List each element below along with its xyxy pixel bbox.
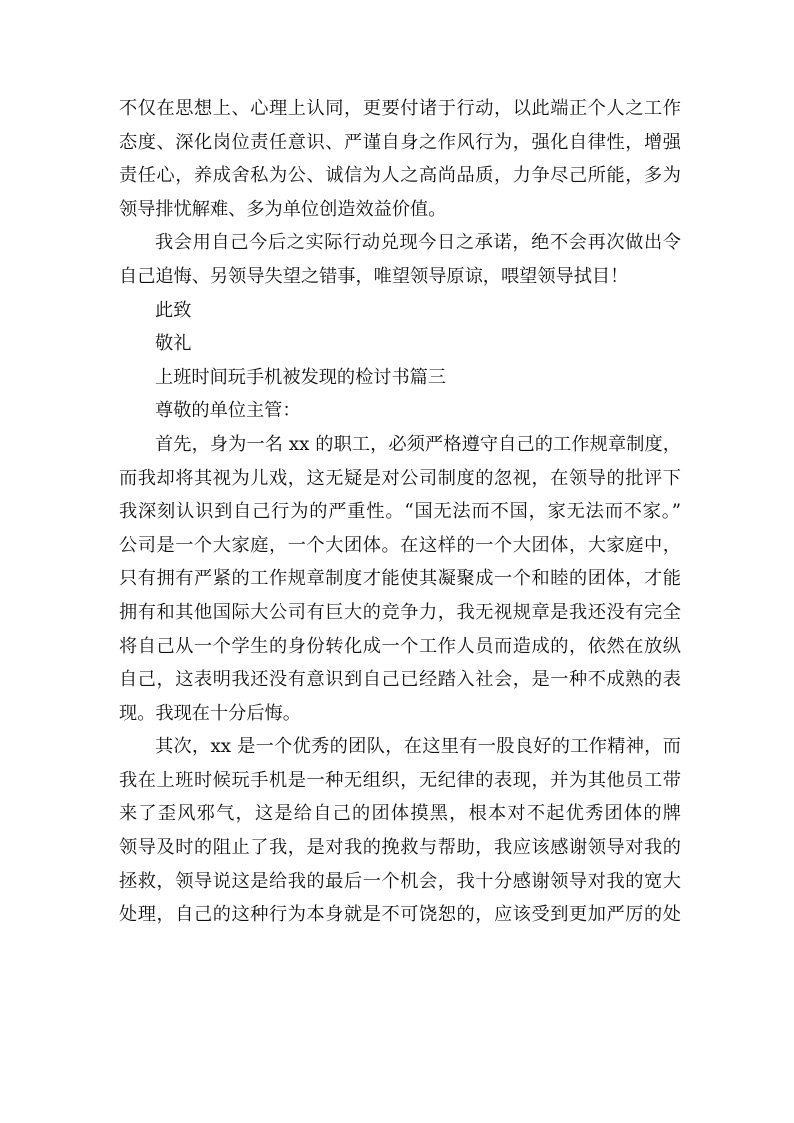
text-line: 而我却将其视为儿戏，这无疑是对公司制度的忽视，在领导的批评下 [119, 467, 681, 489]
text-line: 拯救，领导说这是给我的最后一个机会，我十分感谢领导对我的宽大 [119, 870, 681, 892]
closing-salutation: 此致 [155, 299, 192, 321]
text-line: 我深刻认识到自己行为的严重性。“国无法而不国，家无法而不家。” [119, 501, 681, 523]
section-title: 上班时间玩手机被发现的检讨书篇三 [155, 366, 447, 388]
text-line: 只有拥有严紧的工作规章制度才能使其凝聚成一个和睦的团体，才能 [119, 568, 681, 590]
text-line: 拥有和其他国际大公司有巨大的竞争力，我无视规章是我还没有完全 [119, 601, 681, 623]
text-line: 其次，xx 是一个优秀的团队，在这里有一股良好的工作精神，而 [155, 736, 681, 758]
text-line: 我在上班时候玩手机是一种无组织，无纪律的表现，并为其他员工带 [119, 769, 681, 791]
text-line: 处理，自己的这种行为本身就是不可饶恕的，应该受到更加严厉的处 [119, 904, 681, 926]
text-line: 责任心，养成舍私为公、诚信为人之高尚品质，力争尽己所能，多为 [119, 165, 681, 187]
text-line: 领导及时的阻止了我，是对我的挽救与帮助，我应该感谢领导对我的 [119, 837, 681, 859]
document-body [119, 92, 681, 932]
text-line: 公司是一个大家庭，一个大团体。在这样的一个大团体，大家庭中， [119, 534, 681, 556]
text-line: 自己追悔、另领导失望之错事，唯望领导原谅，喂望领导拭目！ [119, 265, 629, 287]
text-line: 领导排忧解难、多为单位创造效益价值。 [119, 198, 447, 220]
text-line: 来了歪风邪气，这是给自己的团体摸黑，根本对不起优秀团体的牌 [119, 803, 681, 825]
closing-regards: 敬礼 [155, 333, 192, 355]
text-line: 我会用自己今后之实际行动兑现今日之承诺，绝不会再次做出令 [155, 232, 681, 254]
text-line: 首先，身为一名 xx 的职工，必须严格遵守自己的工作规章制度， [155, 433, 681, 455]
text-line: 将自己从一个学生的身份转化成一个工作人员而造成的，依然在放纵 [119, 635, 681, 657]
text-line: 不仅在思想上、心理上认同，更要付诸于行动，以此端正个人之工作 [119, 98, 681, 119]
text-line: 自己，这表明我还没有意识到自己已经踏入社会，是一种不成熟的表 [119, 669, 681, 691]
text-line: 现。我现在十分后悔。 [119, 702, 301, 724]
text-line: 态度、深化岗位责任意识、严谨自身之作风行为，强化自律性，增强 [119, 131, 681, 153]
greeting: 尊敬的单位主管： [155, 400, 301, 422]
